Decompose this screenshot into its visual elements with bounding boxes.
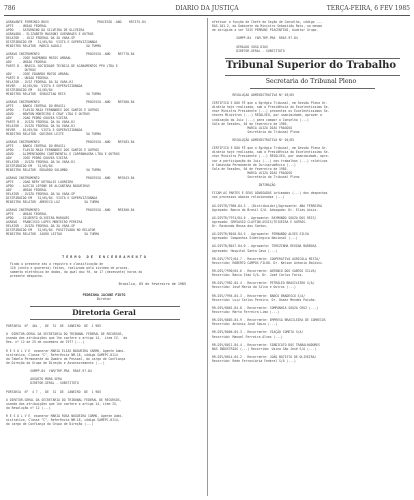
tst-title: Tribunal Superior do Trabalho [225,60,397,71]
tst-rule-mid [225,75,400,76]
tst-resolutions-and-intimations: RESOLUÇÃO ADMINISTRATIVA Nº 03/85 CERTIFICO E DOU FÉ que o Egrégio Tribunal, em Sessão Plena Or- dinária hoje realizada, sob a Presidência do Excelentíssimo Se- nhor Ministro Presidente (...) presentes os Excelentíssimos Se- nhores Ministros (...) RESOLVEU, por unanimidade, aprovar a indicação do Juiz (...) para compor o Conselho (...) Sala de Sessões, 04 de fevereiro de 1985. MARIA LUIZA DIAS FRAGOSO Secretária do Tribunal Pleno RESOLUÇÃO ADMINISTRATIVA Nº 04/85 CERTIFICO E DOU FÉ que o Egrégio Tribunal, em Sessão Plena Or- dinária hoje realizada, sob a Presidência do Excelentíssimo Se- nhor Ministro Presidente (...) RESOLVEU, por unanimidade, apro- var a participação do Juiz (...) nos trabalhos (...) relativos à Comissão Permanente de Jurisprudência (...) Sala de Sessões, 04 de fevereiro de 1985. MARIA LUIZA DIAS FRAGOSO Secretária do Tribunal Pleno INTIMAÇÃO FICAM AS PARTES E SEUS ADVOGADOS intimados (...) dos despachos nos processos abaixo relacionados (...) AG-DIVTR/7960-84.3 - (Distribuidor)/Agravante: ANA FERREIRA Agravado: Banco do Brasil S/A. Advogado: Dr. Elias Assis. AG-DIVTR/7974/84.6 - Agravante: RAYMUNDO SOUZA DOS REIS/ Agravado: GERVASIO CLAYTON ASSIS/TEIXEIRA E OUTROS. Dr. Raimundo Bessa dos Santos. AG-DIVTR/8010-84.5 - Agravante: FERNANDO ALVES SILVA Agravado: Companhia Siderúrgica Nacional (...) AG-DIVTR/8017-84.0 - Agravante: TEREZINHA REGINA BARBOSA Agravado: Hospital Santa Casa (...) RR-DIV/7972/84.7 - Recorrente: COOPERATIVA AGRICOLA MISTA/ Recorrido: ROBERTO CAMPOS FILHO. Dr. Nelson Antonio Baldini. RR-DIV/7990/84.6 - Recorrente: ANTONIO DOS SANTOS SILVA/ Recorrido: Banco Itaú S/A. Dr. José Carlos Faria. RR-DIV/7982-84.4 - Recorrente: PETRÓLEO BRASILEIRO S/A/ Recorrido: José Maria da Silva e Outros (...) RR-DIV/7994-84.3 - Recorrente: BANCO BRADESCO S/A/ Recorrido: Luiz Carlos Pereira. Dr. Osmar Mendes Paixão. RR-DIV/8001-84.8 - Recorrente: COMPANHIA SOUZA CRUZ (...) Recorrido: Marta Ferreira Lima (...) RR-DIV/8003-84.9 - Recorrente: EMPRESA BRASILEIRA DE CORREIOS Recorrido: Antonio José Souza (...) RR-DIV/8006-84.3 - Recorrente: VIAÇÃO COMETA S/A/ Recorrido: Manoel Ferreira Alves (...) RR-DIV/8011-84.4 - Recorrente: SINDICATO DOS TRABALHADORES NAS INDÚSTRIAS (...) Recorrido: Usina São José S/A (...) RR-DIV/8014-84.2 - Recorrente: JOÃO BATISTA DE OLIVEIRA/ Recorrido: Rede Ferroviária Federal S/A (...) [212,93,330,364]
journal-title: DIARIO DA JUSTIÇA [175,5,239,12]
section-rule-bottom [30,319,180,320]
issue-date: TERÇA-FEIRA, 6 FEV 1985 [326,5,410,12]
diretoria-title: Diretoria Geral [72,308,136,317]
diretoria-portarias: PORTARIA N° 46L , DE 31 DE JANEIRO DE 1 985 O DIRETOR-GERAL DA SECRETARIA DO TRIBUNAL FEDERAL DE RECURSOS, usando das atribuições que lhe confere o artigo 14, item IV, da Res. nº 12 de 25 de novembro de 1977 (...) R E S O L V E exonerar MARIA ELIAS NOGUEIRA CARMO, Agente Admi- nistrativo, Classe "C", Referência NM-18, código SAMEPC-0114 da Tabela Permanente do Quadro de Pessoal, do cargo de Confiança de Direção do Grupo de Direção e Assessoramento (...) SUMPP-84 YAM/TRP-PRA RRAF-97-84 AUGUSTO MORA SERA DIRETOR-GERAL - SUBSTITUTO PORTARIA N° 4 7 , DE 31 DE JANEIRO DE 1 985 O DIRETOR-GERAL DA SECRETARIA DO TRIBUNAL FEDERAL DE RECURSOS, usando das atribuições que lhe confere o artigo 14, item IV, da Resolução nº 12 (...) R E S O L V E exonerar MARIA ROSA NOGUEIRA CARMO, Agente Admi- nistrativo, Classe "C", Referência NM-18, código SAMEPC-0114, do cargo de Confiança do Grupo de Direção (...) [6,324,128,427]
page-number: 786 [4,5,16,12]
section-rule-top [30,306,180,307]
closing-signature-role: Diretor [96,297,112,301]
closing-body: Findo o presente ato o registro e classificação de 116 (cento e quarenta) feitos, realizado pelo sistema de proces- samento eletrônico de dados, do qual dou fé, às 17 (dezessete) horas do presente despacho. [10,262,143,279]
tst-subtitle: Secretaria do Tribunal Pleno [265,78,357,85]
column-divider [207,18,208,496]
closing-place-date: Brasília, 05 de fevereiro de 1985 [118,282,186,286]
page-header [4,3,410,16]
right-top-text: efetivar a função de Chefe da Seção de Conselho, código .... DAS-101.2, do Gabinete do Ministro Sebastião Reis, na mesma de dirigida a ser TAIS PERRONI PIACENTINI, Auditor Grupo. SUMPP-84 YAM-TRP-PRA RRAF-97-84 GERALDO SOSA DIAS DIRETOR-GERAL - SUBSTITUTO [212,20,324,53]
closing-heading: T E R M O D E E N C E R R A M E N T O [62,255,146,259]
closing-signature: PEDRINHA JACOBE PINTO [82,293,126,297]
left-column-listing: AGRAVANTE FERMINIO BUSS PROCESSO -ANO RR7375-84 APTE - UNIAO FEDERAL APDO - SATURNINO DA SILVEIRA DE OLIVEIRA AGRAVADO - ELIZABETH MASSONI GUIMARAES E OUTROS RELATOR - JUIZ FEDERAL DA 3A VARA-SP DISTRIBUIDO EM 31/05/84 VISTA E SUPERVIZIONADA MINISTRO RELATOR MARCO ALDOLI 5A TURMA AGRAVO INSTRUMENTO PROCESSO -ANO RR7770-84 APTE - JOSE RAIMUNDO MATOS AMARAL ADV - UNIAO FEDERAL PARTE B - BRASIL SOCIEDADE TECNICA DE ACABAMENTOS PPU LTDA E OUTROS ADV - JOSE EDUARDO MATOS AMARAL PARTE B - UNIAO FEDERAL RELATOR - JUIZ FEDERAL DA 3A VARA-RJ REVER - 01/05/84 VISTA E SUPERVIZIONADA DISTRIBUIDO EM 01/05/84 MINISTRO RELATOR SEBASTIAO REIS 5A TURMA AGRAVO INSTRUMENTO PROCESSO -ANO RR7580-84 APTE - BANCO CENTRAL DO BRASIL APDO - FLAVIO MAIA FERNANDES DOS SANTOS E OUTROS ADVD - NEWTON MONTEIRO E CRAF LTDA E OUTROS ADV - JOAO PEDRO GOUVEA VIEIRA PARTE B - JUIZO FEDERAL DA 5A VARA-RJ RELATOR - JUIZO FEDERAL DA 5A VARA-RJ REVER - 01/05/84 VISTA E SUPERVIZIONADA MINISTRO RELATOR GUEIROS LEITE 5A TURMA AGRAVO INSTRUMENTO PROCESSO -ANO RR7583-84 APTE - BANCO CENTRAL DO BRASIL APDO - FLAVIO MAIA FERNANDES DOS SANTOS E OUTROS ADVD - ALIMENTADORA CONTINENTAL E CARPANHAGRA LTDA E OUTROS ADV - JOSE PEDRO GOUVEA VIEIRA RELATOR - JUIZO FEDERAL DA 5A VARA-RJ DISTRIBUIDO EM 31/05/84 MINISTRO RELATOR EDUARDO SOLOMBO 5A TURMA AGRAVO INSTRUMENTO PROCESSO -ANO RR7643-84 APTE - JOAO NERY URTHALIS LOUREIRO APDO - ALECIO LEFONE DE ALCANTARA NOGUEIRAS ADV - UNIAO FEDERAL RELATOR - JUIZO FEDERAL DA 5A VARA-SP DISTRIBUIDO EM 31/05/84 VISTA E SUPERVIZIONADA MINISTRO RELATOR AMERICO LUZ 5A TURMA AGRAVO INSTRUMENTO PROCESSO -ANO RR3300-84 APTE - UNIAO FEDERAL APDO - GILBERTO OLIVEIRA MARQUES AGRAVO - FRANCISCO LOPES MONTEIRO PEREIRA RELATOR - JUIZO FEDERAL DA 3A VARA-SP DISTRIBUIDO EM 31/05/84 POSITIVADO NO RELATOR MINISTRO RELATOR JAURO LEITAO 5A TURMA [6,20,146,236]
tst-rule-top [225,58,400,59]
tst-rule-bottom [250,88,375,89]
